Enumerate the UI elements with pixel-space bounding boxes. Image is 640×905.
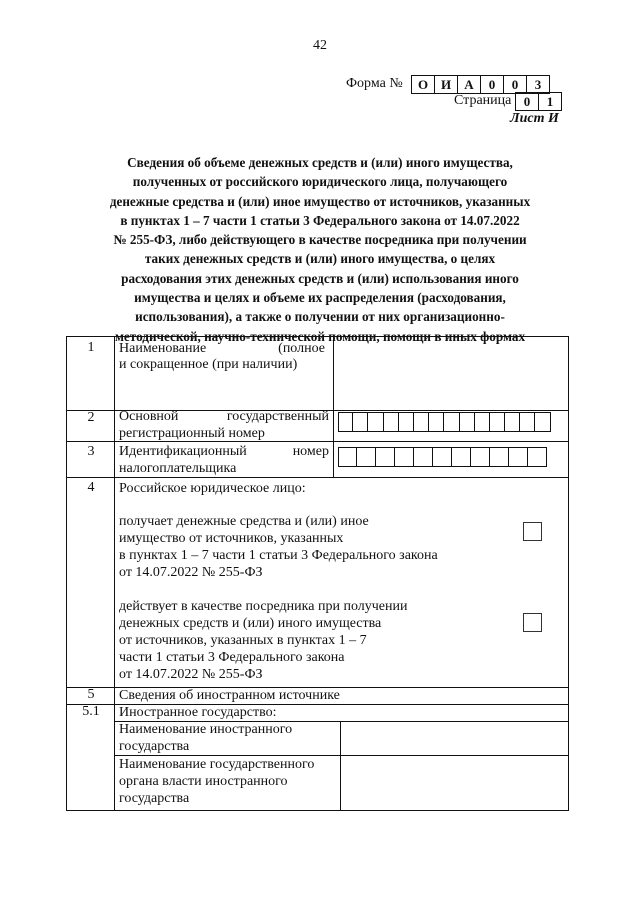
digit-cell[interactable] — [395, 447, 414, 467]
option-text: получает денежные средства и (или) иное — [119, 514, 369, 529]
sheet-label: Лист И — [510, 111, 559, 126]
page-label: Страница — [454, 93, 512, 108]
digit-cell[interactable] — [475, 412, 490, 432]
sub-label: государства — [119, 791, 190, 806]
row-number: 3 — [87, 444, 95, 459]
option-text: части 1 статьи 3 Федерального закона — [119, 650, 345, 665]
row-label: налогоплательщика — [119, 461, 237, 476]
digit-cell[interactable] — [505, 412, 520, 432]
option-text: денежных средств и (или) иного имущества — [119, 616, 382, 631]
digit-cell[interactable] — [353, 412, 368, 432]
row-label — [119, 408, 329, 425]
option-text: действует в качестве посредника при получении — [119, 599, 408, 614]
row-number: 4 — [87, 480, 95, 495]
digit-cell[interactable] — [509, 447, 528, 467]
digit-cell[interactable] — [414, 447, 433, 467]
column-divider — [340, 721, 341, 810]
row-number: 1 — [87, 340, 95, 355]
form-code-cell: 0 — [480, 76, 503, 93]
title-line: денежные средства и (или) иное имущество от источников, указанных — [109, 193, 531, 209]
digit-cell[interactable] — [520, 412, 535, 432]
option-text: в пунктах 1 – 7 части 1 статьи 3 Федерального закона — [119, 548, 438, 563]
digit-cell[interactable] — [535, 412, 550, 432]
digit-cell[interactable] — [433, 447, 452, 467]
column-divider — [114, 337, 115, 810]
inn-input-cells[interactable] — [338, 447, 547, 467]
digit-cell[interactable] — [471, 447, 490, 467]
option-text: от 14.07.2022 № 255-ФЗ — [119, 565, 263, 580]
option-text: от источников, указанных в пунктах 1 – 7 — [119, 633, 367, 648]
row-label-part: Основной — [119, 409, 179, 424]
option-text: от 14.07.2022 № 255-ФЗ — [119, 667, 263, 682]
form-code-cell: 3 — [526, 76, 549, 93]
title-line: расходования этих денежных средств и (или) использования иного — [121, 270, 519, 286]
form-code-cell: А — [457, 76, 480, 93]
ogrn-input-cells[interactable] — [338, 412, 551, 432]
title-line: использования), а также о получении от них организационно- — [135, 309, 505, 325]
digit-cell[interactable] — [384, 412, 399, 432]
form-table — [66, 336, 569, 811]
row-heading: Российское юридическое лицо: — [119, 481, 306, 496]
column-divider — [333, 337, 334, 477]
row-label: Иностранное государство: — [119, 705, 277, 720]
digit-cell[interactable] — [460, 412, 475, 432]
row-label: Сведения об иностранном источнике — [119, 688, 340, 703]
row-number: 2 — [87, 410, 95, 425]
digit-cell[interactable] — [528, 447, 547, 467]
sub-label: государства — [119, 739, 190, 754]
digit-cell[interactable] — [357, 447, 376, 467]
title-line: методической, научно-технической помощи, помощи в иных формах — [114, 328, 526, 344]
row-label: и сокращенное (при наличии) — [119, 357, 298, 372]
digit-cell[interactable] — [490, 412, 505, 432]
title-line: имущества и целях и объеме их распределения (расходования, — [134, 290, 506, 306]
row-label: регистрационный номер — [119, 426, 265, 441]
title-line: в пунктах 1 – 7 части 1 статьи 3 Федерального закона от 14.07.2022 — [120, 212, 520, 228]
digit-cell[interactable] — [452, 447, 471, 467]
title-line: № 255-ФЗ, либо действующего в качестве посредника при получении — [113, 232, 527, 248]
page-code-cells — [515, 92, 562, 111]
row-label-part: (полное — [278, 341, 325, 356]
digit-cell[interactable] — [490, 447, 509, 467]
form-code-cell: И — [434, 76, 457, 93]
digit-cell[interactable] — [444, 412, 459, 432]
page-number: 42 — [313, 38, 327, 53]
document-title — [82, 153, 558, 346]
row-label-part: государственный — [226, 409, 329, 424]
digit-cell[interactable] — [429, 412, 444, 432]
row-number: 5.1 — [82, 704, 100, 719]
digit-cell[interactable] — [368, 412, 383, 432]
page-code-cell: 1 — [538, 93, 561, 110]
checkbox-receives-funds[interactable] — [523, 522, 542, 541]
title-line: Сведения об объеме денежных средств и (или) иного имущества, — [127, 155, 513, 170]
checkbox-intermediary[interactable] — [523, 613, 542, 632]
title-line: полученных от российского юридического лица, получающего — [132, 174, 508, 190]
sub-label: органа власти иностранного — [119, 774, 288, 789]
row-label-part: Идентификационный — [119, 444, 247, 459]
digit-cell[interactable] — [399, 412, 414, 432]
form-number-label: Форма № — [346, 76, 403, 91]
row-label-part: номер — [292, 444, 329, 459]
digit-cell[interactable] — [376, 447, 395, 467]
digit-cell[interactable] — [414, 412, 429, 432]
row-label — [119, 340, 325, 357]
page-code-cell: 0 — [523, 94, 531, 109]
form-code-cell: 0 — [503, 76, 526, 93]
sub-label: Наименование государственного — [119, 757, 315, 772]
row-label — [119, 443, 329, 460]
digit-cell[interactable] — [338, 447, 357, 467]
title-line: таких денежных средств и (или) иного имущества, о целях — [144, 251, 496, 267]
sub-label: Наименование иностранного — [119, 722, 293, 737]
form-code-cell: О — [417, 77, 429, 92]
row-number: 5 — [87, 687, 95, 702]
option-text: имущество от источников, указанных — [119, 531, 344, 546]
row-divider — [67, 477, 568, 478]
row-label-part: Наименование — [119, 341, 207, 356]
digit-cell[interactable] — [338, 412, 353, 432]
